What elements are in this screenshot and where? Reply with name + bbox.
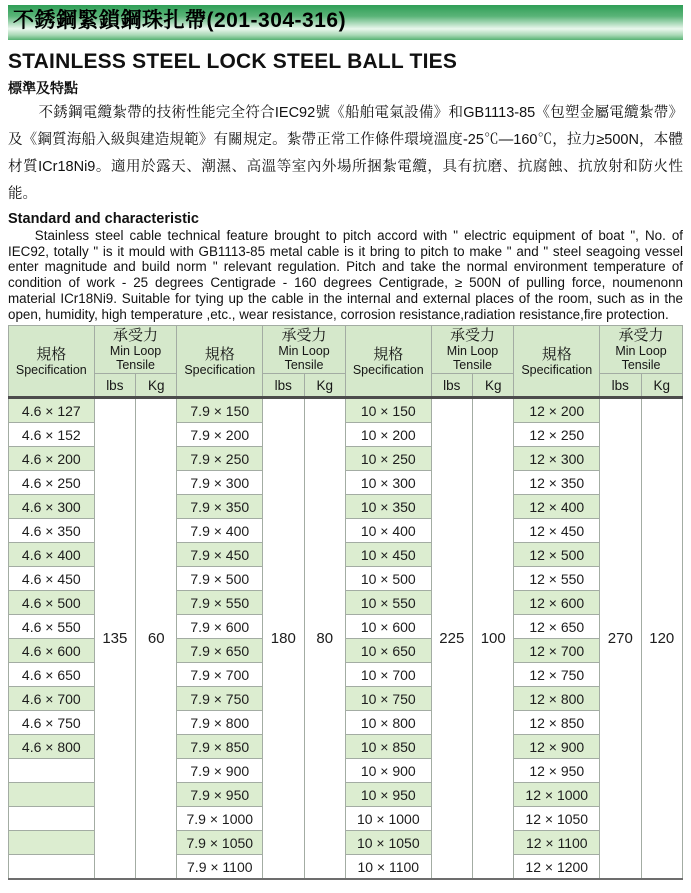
spec-header [514,326,600,398]
spec-cell: 12 × 300 [514,447,600,471]
spec-cell: 10 × 1100 [345,855,431,880]
spec-cell: 7.9 × 800 [177,711,263,735]
table-header [9,326,683,398]
spec-cell: 10 × 850 [345,735,431,759]
spec-cell: 12 × 250 [514,423,600,447]
tensile-header-en2: Tensile [116,358,155,373]
tensile-lbs-value: 270 [600,398,641,880]
section-heading-en: Standard and characteristic [8,211,199,227]
spec-cell: 10 × 650 [345,639,431,663]
spec-cell: 7.9 × 900 [177,759,263,783]
spec-cell: 4.6 × 250 [9,471,95,495]
spec-cell: 4.6 × 800 [9,735,95,759]
spec-header-zh: 規格 [204,345,235,363]
spec-cell: 4.6 × 300 [9,495,95,519]
tensile-header-en1: Min Loop [615,344,667,359]
spec-cell: 7.9 × 200 [177,423,263,447]
spec-header-zh: 規格 [373,345,404,363]
tensile-kg-value: 80 [304,398,345,880]
spec-cell: 12 × 750 [514,663,600,687]
spec-cell [9,855,95,880]
tensile-header [431,326,514,374]
spec-cell: 12 × 1200 [514,855,600,880]
spec-cell: 7.9 × 750 [177,687,263,711]
spec-cell: 12 × 1050 [514,807,600,831]
spec-header-en: Specification [521,362,593,377]
page-title-en: STAINLESS STEEL LOCK STEEL BALL TIES [8,50,458,73]
spec-header-en: Specification [15,362,87,377]
tensile-kg-value: 60 [136,398,177,880]
spec-cell: 10 × 150 [345,398,431,423]
spec-cell: 4.6 × 750 [9,711,95,735]
spec-cell: 4.6 × 550 [9,615,95,639]
spec-cell: 12 × 650 [514,615,600,639]
tensile-lbs-value: 180 [263,398,304,880]
spec-cell: 4.6 × 500 [9,591,95,615]
spec-cell: 12 × 600 [514,591,600,615]
spec-cell: 12 × 400 [514,495,600,519]
tensile-header-en2: Tensile [453,358,492,373]
spec-cell: 12 × 200 [514,398,600,423]
spec-cell: 12 × 1100 [514,831,600,855]
table-row [9,398,683,423]
section-body-en: Stainless steel cable technical feature brought to pitch accord with " electric equipment of boat ", No. of IEC92, totally " is it mould with GB1113-85 metal cable is it bring to pitch to make " and " steel seagoing vessel enter magnitude and build norm " relevant regulation. Pitch and take the normal environment temperature of condition of work - 25 degrees Centigrade - 160 degrees Centigrade, ≥ 500N of pulling force, noumenonn material ICr18Ni9. Suitable for tying up the cable in the internal and external places of the room, such as in the open, humidity, high temperature ,etc., wear resistance, corrosion resistance,radiation resistance,fire protection. [8,228,683,322]
tensile-lbs-value: 225 [431,398,472,880]
spec-cell: 4.6 × 600 [9,639,95,663]
spec-cell: 7.9 × 1100 [177,855,263,880]
spec-cell [9,783,95,807]
spec-header [177,326,263,398]
spec-cell: 7.9 × 950 [177,783,263,807]
spec-cell: 7.9 × 150 [177,398,263,423]
spec-cell: 4.6 × 127 [9,398,95,423]
spec-cell: 7.9 × 850 [177,735,263,759]
kg-header: Kg [304,374,345,398]
tensile-header-en1: Min Loop [278,344,330,359]
spec-cell: 4.6 × 400 [9,543,95,567]
spec-cell: 4.6 × 350 [9,519,95,543]
tensile-header-zh: 承受力 [113,327,159,345]
spec-cell: 7.9 × 1050 [177,831,263,855]
spec-cell: 7.9 × 1000 [177,807,263,831]
tensile-header-en2: Tensile [284,358,324,373]
spec-cell: 12 × 800 [514,687,600,711]
spec-cell: 12 × 350 [514,471,600,495]
spec-cell: 12 × 900 [514,735,600,759]
spec-cell: 12 × 450 [514,519,600,543]
spec-header [9,326,95,398]
spec-cell: 4.6 × 700 [9,687,95,711]
spec-cell: 10 × 800 [345,711,431,735]
kg-header: Kg [473,374,514,398]
specification-table [8,325,683,880]
spec-cell: 7.9 × 500 [177,567,263,591]
spec-header-en: Specification [184,362,256,377]
spec-cell: 10 × 1050 [345,831,431,855]
kg-header: Kg [136,374,177,398]
spec-cell: 12 × 550 [514,567,600,591]
spec-cell: 10 × 450 [345,543,431,567]
spec-cell: 10 × 600 [345,615,431,639]
spec-cell: 7.9 × 700 [177,663,263,687]
spec-cell: 7.9 × 300 [177,471,263,495]
tensile-header [263,326,346,374]
spec-cell: 12 × 500 [514,543,600,567]
spec-header-zh: 規格 [36,345,67,363]
tensile-header [94,326,177,374]
spec-cell: 10 × 950 [345,783,431,807]
table-header-row-main [9,326,683,374]
tensile-header-en1: Min Loop [446,344,499,359]
spec-cell: 7.9 × 650 [177,639,263,663]
spec-cell: 10 × 500 [345,567,431,591]
tensile-header-zh: 承受力 [281,327,327,345]
spec-cell: 7.9 × 600 [177,615,263,639]
spec-table-body [9,398,683,880]
tensile-header [600,326,683,374]
title-bar [8,5,683,40]
tensile-header-en2: Tensile [621,358,661,373]
section-body-zh: 不銹鋼電纜紮帶的技術性能完全符合IEC92號《船舶電氣設備》和GB1113-85《包塑金屬電纜紮帶》及《鋼質海船入級與建造規範》有關規定。紮帶正常工作條件環境溫度-25℃—160℃，拉力≥500N，本體材質ICr18Ni9。適用於露天、潮濕、高溫等室內外場所捆紮電纜，具有抗磨、抗腐蝕、抗放射和防火性能。 [8,105,683,202]
spec-cell [9,831,95,855]
tensile-header-zh: 承受力 [450,327,496,345]
spec-cell: 10 × 550 [345,591,431,615]
lbs-header: lbs [94,374,135,398]
spec-cell: 4.6 × 152 [9,423,95,447]
spec-cell: 4.6 × 650 [9,663,95,687]
lbs-header: lbs [600,374,641,398]
spec-header-en: Specification [352,362,424,377]
section-heading-zh: 標準及特點 [8,80,78,96]
spec-cell [9,807,95,831]
spec-header-zh: 規格 [541,345,572,363]
spec-cell: 12 × 850 [514,711,600,735]
spec-cell: 10 × 250 [345,447,431,471]
spec-cell: 7.9 × 550 [177,591,263,615]
spec-cell: 10 × 400 [345,519,431,543]
spec-cell: 12 × 1000 [514,783,600,807]
spec-cell: 10 × 900 [345,759,431,783]
kg-header: Kg [641,374,683,398]
spec-cell: 7.9 × 400 [177,519,263,543]
spec-cell [9,759,95,783]
tensile-kg-value: 120 [641,398,683,880]
spec-cell: 7.9 × 250 [177,447,263,471]
tensile-header-zh: 承受力 [618,327,664,345]
spec-cell: 10 × 750 [345,687,431,711]
spec-cell: 12 × 950 [514,759,600,783]
tensile-kg-value: 100 [473,398,514,880]
spec-cell: 10 × 300 [345,471,431,495]
spec-cell: 4.6 × 450 [9,567,95,591]
spec-cell: 10 × 700 [345,663,431,687]
spec-cell: 10 × 350 [345,495,431,519]
spec-header [345,326,431,398]
lbs-header: lbs [263,374,304,398]
page-title-zh: 不銹鋼緊鎖鋼珠扎帶(201-304-316) [13,9,347,32]
lbs-header: lbs [431,374,472,398]
spec-cell: 10 × 200 [345,423,431,447]
tensile-header-en1: Min Loop [109,344,162,359]
spec-cell: 12 × 700 [514,639,600,663]
spec-cell: 7.9 × 450 [177,543,263,567]
spec-cell: 10 × 1000 [345,807,431,831]
spec-cell: 4.6 × 200 [9,447,95,471]
spec-cell: 7.9 × 350 [177,495,263,519]
tensile-lbs-value: 135 [94,398,135,880]
